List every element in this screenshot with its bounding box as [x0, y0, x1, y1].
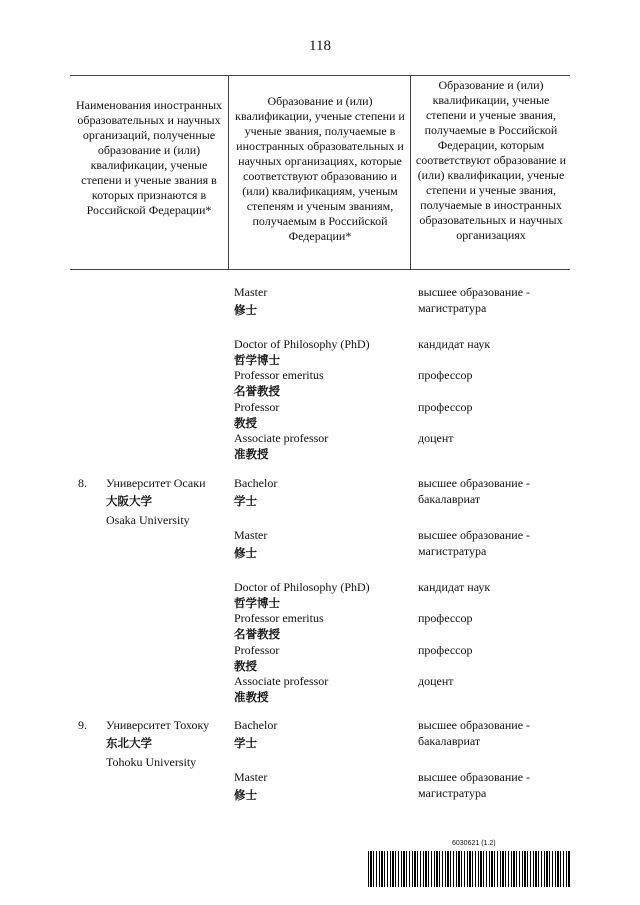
degree-cjk: 修士	[234, 788, 257, 802]
university-name-ru: Университет Тохоку	[106, 718, 210, 732]
degree-cjk: 准教授	[234, 690, 269, 704]
degree-cjk: 哲学博士	[234, 596, 280, 610]
table-header-divider	[410, 75, 411, 269]
degree-cjk: 名誉教授	[234, 627, 280, 641]
row-number: 8.	[78, 476, 87, 490]
degree-cjk: 教授	[234, 416, 257, 430]
degree-en: Professor	[234, 643, 280, 657]
degree-en: Professor emeritus	[234, 611, 324, 625]
header-col1: Наименования иностранных образовательных и научных организаций, полученные образование и (или) квалификации, ученые степени и ученые звания в которых признаются в Российской Федерации*	[75, 98, 223, 217]
degree-cjk: 学士	[234, 736, 257, 750]
degree-en: Bachelor	[234, 718, 278, 732]
degree-cjk: 名誉教授	[234, 384, 280, 398]
degree-en: Associate professor	[234, 431, 329, 445]
degree-ru: доцент	[418, 674, 454, 688]
degree-ru: профессор	[418, 643, 473, 657]
degree-en: Master	[234, 528, 268, 542]
degree-en: Professor	[234, 400, 280, 414]
degree-ru: высшее образование - бакалавриат	[418, 476, 531, 506]
degree-ru: высшее образование - бакалавриат	[418, 718, 531, 748]
degree-ru: кандидат наук	[418, 580, 491, 594]
degree-cjk: 准教授	[234, 447, 269, 461]
degree-en: Associate professor	[234, 674, 329, 688]
degree-cjk: 哲学博士	[234, 353, 280, 367]
degree-ru: профессор	[418, 611, 473, 625]
degree-ru: профессор	[418, 400, 473, 414]
row-number: 9.	[78, 718, 87, 732]
degree-en: Doctor of Philosophy (PhD)	[234, 580, 370, 594]
degree-ru: высшее образование - магистратура	[418, 770, 531, 800]
barcode-label: 6030621 (1.2)	[452, 840, 496, 847]
table-header-divider	[228, 75, 229, 269]
degree-ru: высшее образование - магистратура	[418, 285, 531, 315]
header-col2: Образование и (или) квалификации, ученые степени и ученые звания, получаемые в иностранных образовательных и научных организациях, которые соответствуют образованию и (или) квалификациям, ученым степеням и ученым званиям, получаемым в Российской Федерации*	[235, 94, 405, 243]
university-name-ru: Университет Осаки	[106, 476, 206, 490]
degree-en: Professor emeritus	[234, 368, 324, 382]
university-name-cjk: 大阪大学	[106, 494, 152, 508]
degree-en: Bachelor	[234, 476, 278, 490]
barcode	[368, 851, 570, 887]
university-name-en: Tohoku University	[106, 755, 197, 769]
degree-ru: профессор	[418, 368, 473, 382]
degree-ru: доцент	[418, 431, 454, 445]
degree-cjk: 教授	[234, 659, 257, 673]
university-name-en: Osaka University	[106, 513, 190, 527]
degree-en: Master	[234, 285, 268, 299]
page-number: 118	[309, 38, 331, 54]
degree-cjk: 修士	[234, 546, 257, 560]
degree-en: Doctor of Philosophy (PhD)	[234, 337, 370, 351]
degree-ru: высшее образование - магистратура	[418, 528, 531, 558]
degree-cjk: 修士	[234, 303, 257, 317]
university-name-cjk: 东北大学	[106, 736, 152, 750]
degree-ru: кандидат наук	[418, 337, 491, 351]
degree-en: Master	[234, 770, 268, 784]
degree-cjk: 学士	[234, 494, 257, 508]
table-header-bottom-rule	[70, 269, 570, 270]
table-header-top-rule	[70, 75, 570, 76]
header-col3: Образование и (или) квалификации, ученые степени и ученые звания, получаемые в Российской Федерации, которым соответствуют образование и (или) квалификации, ученые степени и ученые звания, получаемые в иностранных образовательных и научных организациях	[415, 78, 567, 242]
